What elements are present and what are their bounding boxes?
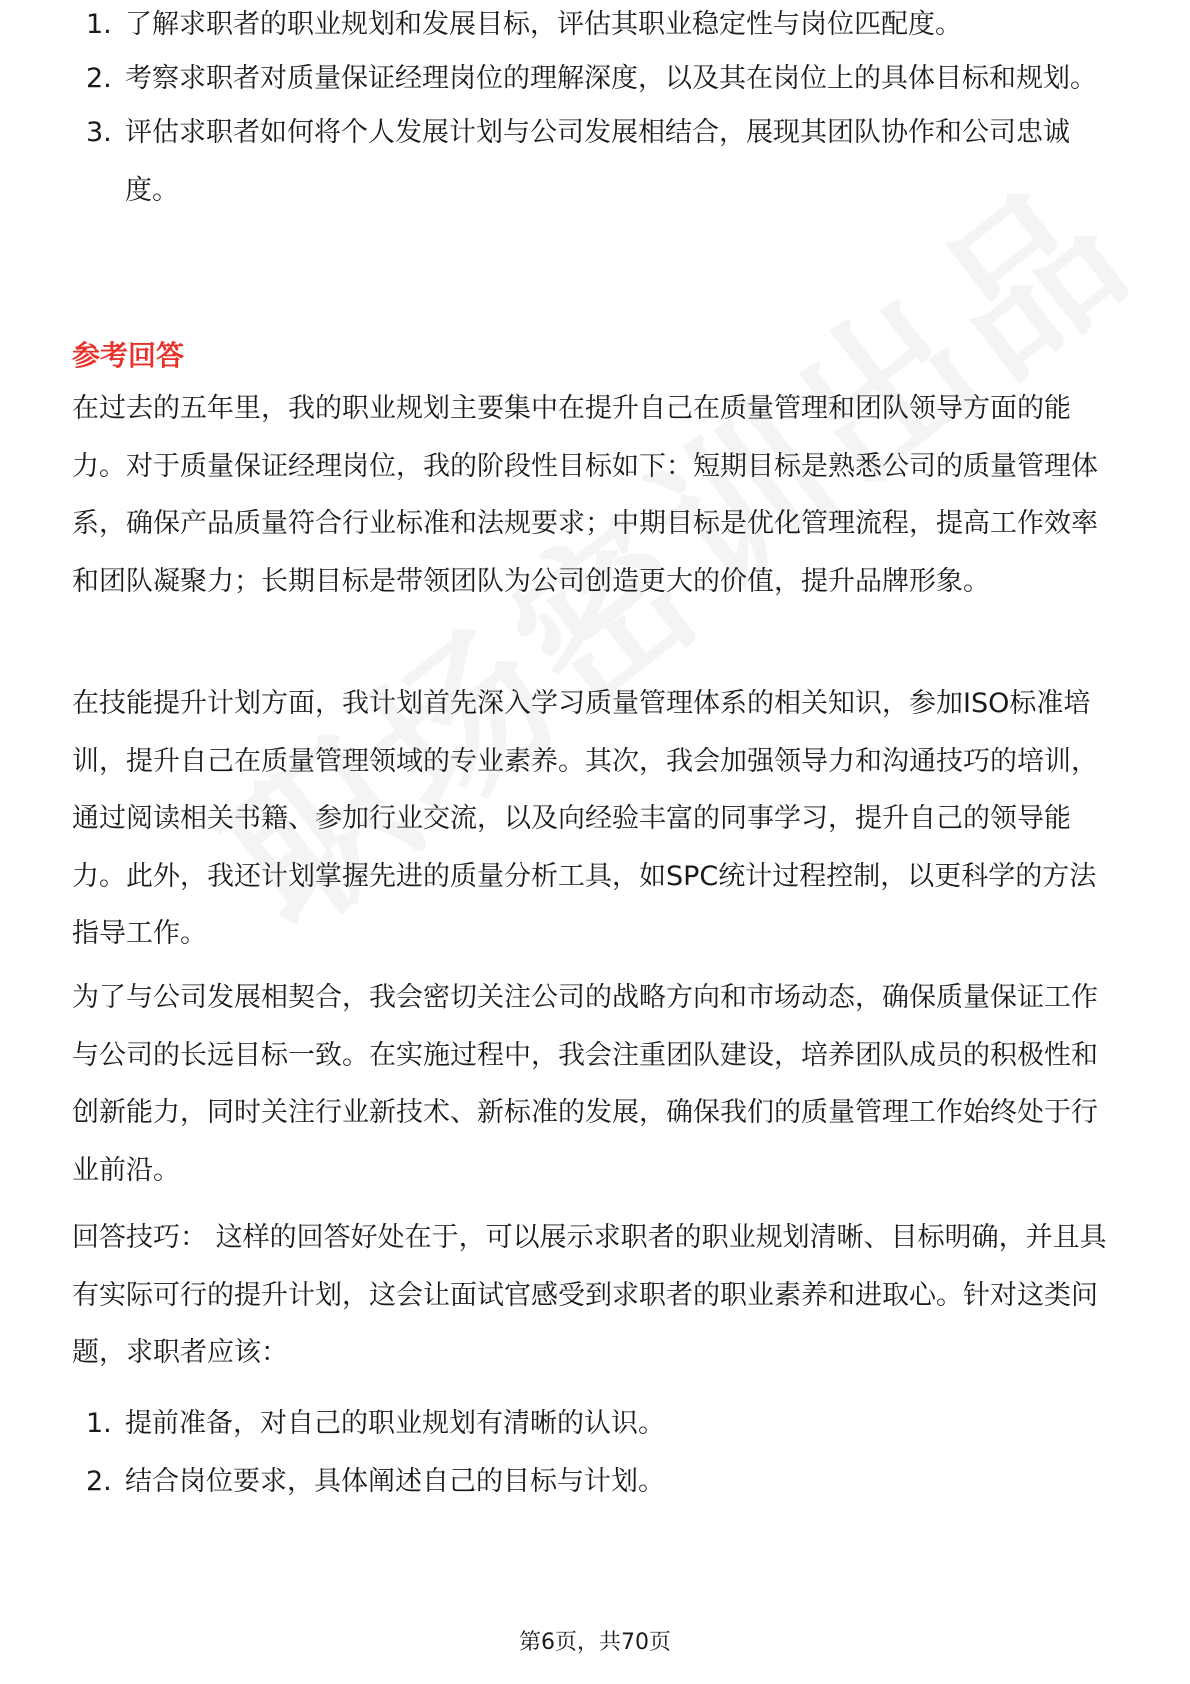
list-item [0,1395,1190,1453]
list-number: 2. [86,1466,112,1497]
list-number: 1. [86,1408,112,1439]
top-numbered-list [0,0,1190,220]
paragraph-3: 为了与公司发展相契合，我会密切关注公司的战略方向和市场动态，确保质量保证工作与公司的长远目标一致。在实施过程中，我会注重团队建设，培养团队成员的积极性和创新能力，同时关注行业新技术、新标准的发展，确保我们的质量管理工作始终处于行业前沿。 [72,982,1098,1186]
list-number: 3. [86,117,112,148]
list-text: 考察求职者对质量保证经理岗位的理解深度，以及其在岗位上的具体目标和规划。 [125,63,1097,94]
list-text: 了解求职者的职业规划和发展目标，评估其职业稳定性与岗位匹配度。 [125,9,962,40]
paragraph-2: 在技能提升计划方面，我计划首先深入学习质量管理体系的相关知识，参加ISO标准培训，提升自己在质量管理领域的专业素养。其次，我会加强领导力和沟通技巧的培训，通过阅读相关书籍、参加行业交流，以及向经验丰富的同事学习，提升自己的领导能力。此外，我还计划掌握先进的质量分析工具，如SPC统计过程控制，以更科学的方法指导工作。 [72,688,1098,949]
paragraph-1: 在过去的五年里，我的职业规划主要集中在提升自己在质量管理和团队领导方面的能力。对于质量保证经理岗位，我的阶段性目标如下：短期目标是熟悉公司的质量管理体系，确保产品质量符合行业标准和法规要求；中期目标是优化管理流程，提高工作效率和团队凝聚力；长期目标是带领团队为公司创造更大的价值，提升品牌形象。 [72,393,1098,597]
list-text: 提前准备，对自己的职业规划有清晰的认识。 [125,1408,665,1439]
paragraph-tips: 回答技巧： 这样的回答好处在于，可以展示求职者的职业规划清晰、目标明确，并且具有实际可行的提升计划，这会让面试官感受到求职者的职业素养和进取心。针对这类问题，求职者应该： [72,1222,1107,1368]
list-item [0,50,1190,108]
bottom-numbered-list [0,1395,1190,1511]
page-footer: 第6页，共70页 [519,1630,671,1655]
list-item [0,1453,1190,1511]
list-text: 结合岗位要求，具体阐述自己的目标与计划。 [125,1466,665,1497]
section-heading: 参考回答 [72,339,185,372]
list-item [0,104,1190,220]
list-text: 评估求职者如何将个人发展计划与公司发展相结合，展现其团队协作和公司忠诚度。 [125,117,1070,206]
list-item [0,0,1190,54]
list-number: 2. [86,63,112,94]
list-number: 1. [86,9,112,40]
